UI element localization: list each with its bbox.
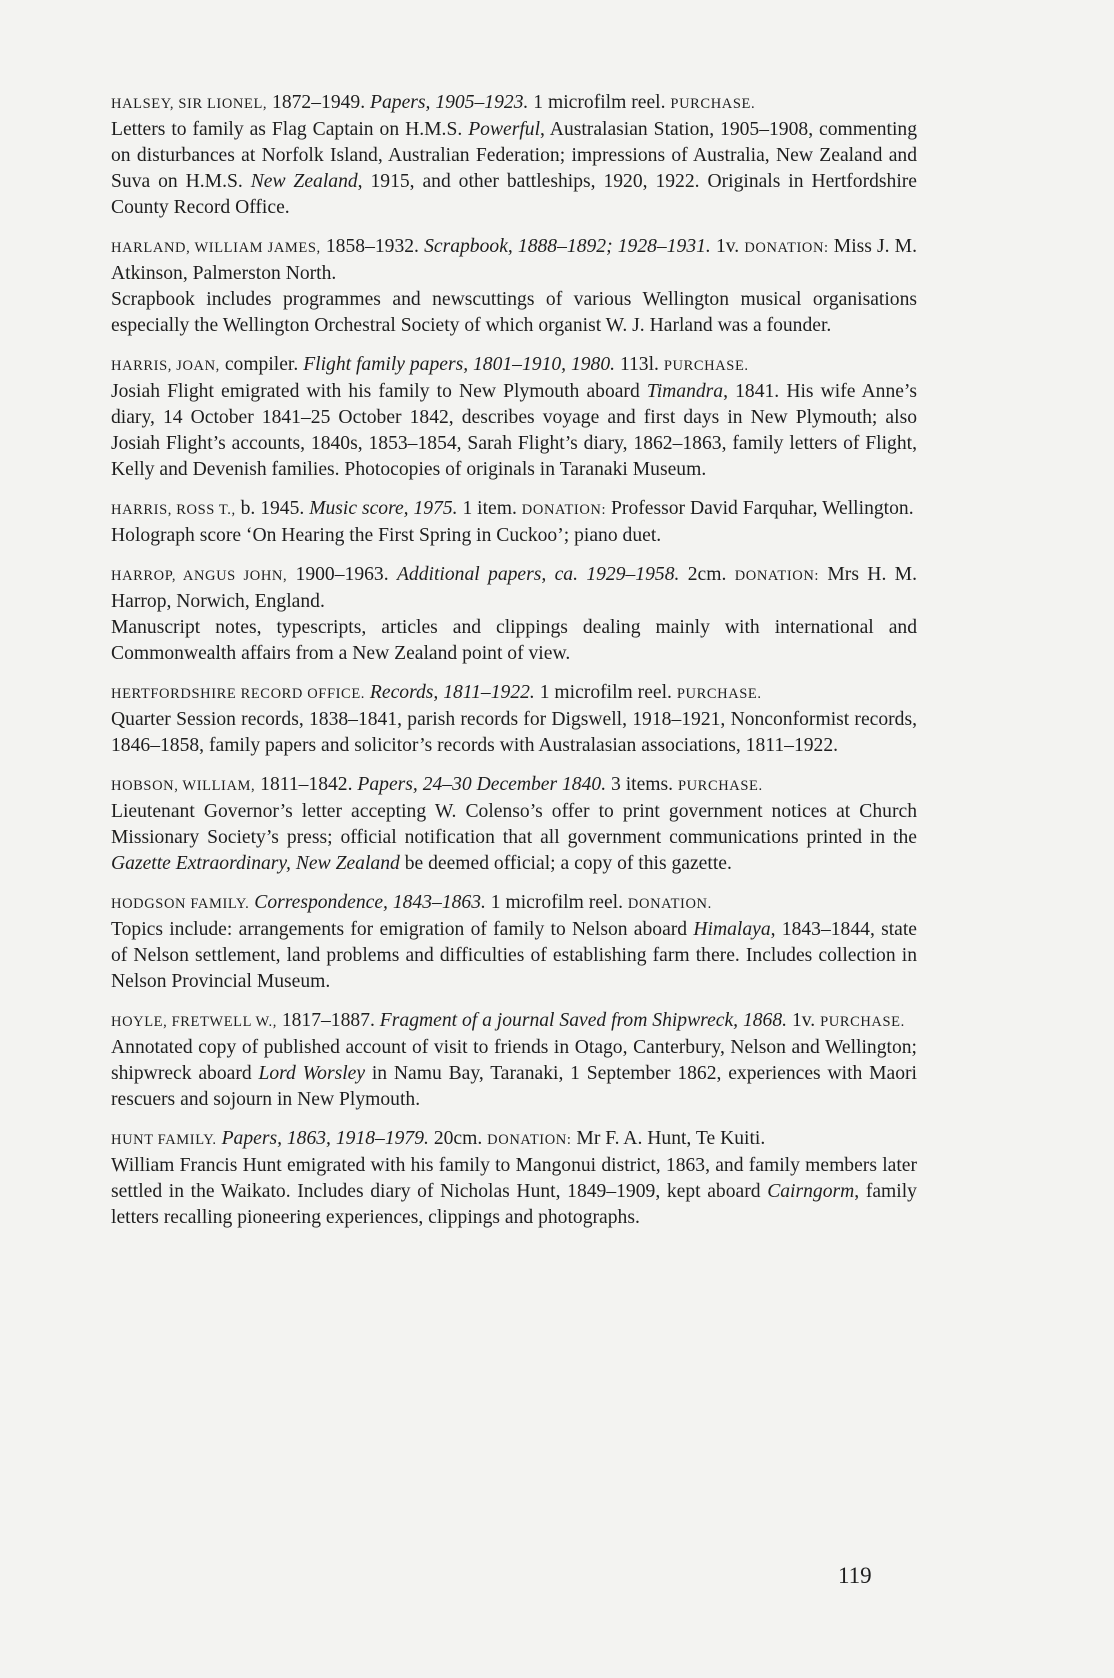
italic-text: Cairngorm xyxy=(767,1181,855,1202)
italic-text: Scrapbook, 1888–1892; 1928–1931. xyxy=(424,236,711,257)
small-caps-text: HERTFORDSHIRE RECORD OFFICE. xyxy=(111,686,366,702)
text-run: Lieutenant Governor’s letter accepting W. Colenso’s offer to print government notices at Church Missionary Society’s press; official notification that all government communications printed in the xyxy=(111,801,917,848)
italic-text: Music score, 1975. xyxy=(309,498,458,519)
entry-description xyxy=(111,379,917,483)
small-caps-text: HARLAND, WILLIAM JAMES, xyxy=(111,240,321,256)
text-run: Manuscript notes, typescripts, articles and clippings dealing mainly with international and Commonwealth affairs from a New Zealand point of view. xyxy=(111,617,917,664)
text-run: compiler. xyxy=(219,354,304,375)
small-caps-text: HARRIS, ROSS T., xyxy=(111,502,236,518)
entry-description xyxy=(111,1153,917,1231)
small-caps-text: HODGSON FAMILY. xyxy=(111,896,250,912)
entry-description xyxy=(111,917,917,995)
text-run: Josiah Flight emigrated with his family to New Plymouth aboard xyxy=(111,381,647,402)
text-run: 1811–1842. xyxy=(255,774,358,795)
italic-text: Fragment of a journal Saved from Shipwreck, 1868. xyxy=(379,1010,788,1031)
text-run: 3 items. xyxy=(606,774,678,795)
text-run: 1v. xyxy=(710,236,745,257)
entry-description xyxy=(111,523,917,549)
italic-text: Correspondence, 1843–1863. xyxy=(254,892,486,913)
entry-heading xyxy=(111,496,917,523)
entry-description xyxy=(111,799,917,877)
text-run: 20cm. xyxy=(428,1128,488,1149)
catalogue-entry xyxy=(111,352,917,483)
text-run: 1 item. xyxy=(457,498,522,519)
entry-heading xyxy=(111,234,917,287)
text-run: 1858–1932. xyxy=(320,236,425,257)
text-run: , Australasian Station, 1905–1908, commenting on disturbances at Norfolk Island, Australian Federation; impressions of Australia, New Zealand and Suva on H.M.S. xyxy=(111,119,917,192)
italic-text: Flight family papers, 1801–1910, 1980. xyxy=(303,354,616,375)
entry-heading xyxy=(111,90,917,117)
text-run: 1872–1949. xyxy=(267,92,371,113)
small-caps-text: HALSEY, SIR LIONEL, xyxy=(111,96,268,112)
catalogue-entry xyxy=(111,1126,917,1231)
small-caps-text: HARRIS, JOAN, xyxy=(111,358,220,374)
entry-heading xyxy=(111,352,917,379)
text-run: be deemed official; a copy of this gazette. xyxy=(399,853,732,874)
italic-text: Himalaya xyxy=(693,919,771,940)
small-caps-text: DONATION: xyxy=(487,1132,572,1148)
italic-text: Papers, 24–30 December 1840. xyxy=(357,774,607,795)
small-caps-text: HUNT FAMILY. xyxy=(111,1132,217,1148)
italic-text: Papers, 1905–1923. xyxy=(370,92,529,113)
text-run: Scrapbook includes programmes and newscuttings of various Wellington musical organisations especially the Wellington Orchestral Society of which organist W. J. Harland was a founder. xyxy=(111,289,917,336)
catalogue-entry xyxy=(111,1008,917,1113)
entry-heading xyxy=(111,1008,917,1035)
small-caps-text: HARROP, ANGUS JOHN, xyxy=(111,568,288,584)
italic-text: Timandra xyxy=(646,381,724,402)
italic-text: Lord Worsley xyxy=(258,1063,366,1084)
text-run: in Namu Bay, Taranaki, 1 September 1862, experiences with Maori rescuers and sojourn in New Plymouth. xyxy=(111,1063,918,1110)
text-run: 1 microfilm reel. xyxy=(485,892,628,913)
catalogue-entry xyxy=(111,562,917,667)
small-caps-text: DONATION: xyxy=(744,240,829,256)
text-run: Quarter Session records, 1838–1841, parish records for Digswell, 1918–1921, Nonconformist records, 1846–1858, family papers and solicitor’s records with Australasian associations, 1811–1922. xyxy=(111,709,917,756)
small-caps-text: DONATION: xyxy=(734,568,820,584)
text-run: Miss J. M. Atkinson, Palmerston North. xyxy=(111,236,918,284)
entry-description xyxy=(111,707,917,759)
italic-text: Records, 1811–1922. xyxy=(369,682,535,703)
small-caps-text: PURCHASE. xyxy=(820,1014,905,1030)
text-run: , family letters recalling pioneering experiences, clippings and photographs. xyxy=(111,1181,917,1228)
small-caps-text: PURCHASE. xyxy=(670,96,756,112)
italic-text: Additional papers, ca. 1929–1958. xyxy=(396,564,680,585)
small-caps-text: HOBSON, WILLIAM, xyxy=(111,778,256,794)
text-run: Holograph score ‘On Hearing the First Spring in Cuckoo’; piano duet. xyxy=(111,525,662,546)
entry-heading xyxy=(111,890,917,917)
small-caps-text: PURCHASE. xyxy=(676,686,762,702)
italic-text: Papers, 1863, 1918–1979. xyxy=(221,1128,429,1149)
text-run: Mr F. A. Hunt, Te Kuiti. xyxy=(571,1128,766,1149)
small-caps-text: PURCHASE. xyxy=(663,358,749,374)
text-run: 2cm. xyxy=(679,564,735,585)
text-run: 113l. xyxy=(615,354,664,375)
entry-heading xyxy=(111,680,917,707)
catalogue-entry xyxy=(111,772,917,877)
small-caps-text: PURCHASE. xyxy=(677,778,763,794)
entry-heading xyxy=(111,1126,917,1153)
entry-heading xyxy=(111,562,917,615)
catalogue-entry xyxy=(111,680,917,759)
text-run: b. 1945. xyxy=(235,498,310,519)
catalogue-entry xyxy=(111,90,917,221)
text-run: , 1841. His wife Anne’s diary, 14 October 1841–25 October 1842, describes voyage and first days in New Plymouth; also Josiah Flight’s accounts, 1840s, 1853–1854, Sarah Flight’s diary, 1862–1863, family letters of Flight, Kelly and Devenish families. Photocopies of originals in Taranaki Museum. xyxy=(111,381,918,480)
small-caps-text: DONATION: xyxy=(521,502,607,518)
catalogue-entry xyxy=(111,234,917,339)
page-number: 119 xyxy=(838,1563,872,1588)
entry-description xyxy=(111,117,917,221)
entry-description xyxy=(111,615,917,667)
text-run: 1 microfilm reel. xyxy=(534,682,677,703)
text-run: Letters to family as Flag Captain on H.M.S. xyxy=(111,119,469,140)
text-run: 1v. xyxy=(787,1010,821,1031)
text-run: 1817–1887. xyxy=(276,1010,380,1031)
text-run: , 1915, and other battleships, 1920, 1922. Originals in Hertfordshire County Record Office. xyxy=(111,171,917,218)
catalogue-entry xyxy=(111,496,917,549)
italic-text: New Zealand xyxy=(250,171,358,192)
text-run: Annotated copy of published account of visit to friends in Otago, Canterbury, Nelson and Wellington; shipwreck aboard xyxy=(111,1037,917,1084)
italic-text: Gazette Extraordinary, New Zealand xyxy=(111,853,400,874)
text-run: , 1843–1844, state of Nelson settlement, land problems and difficulties of establishing farm there. Includes collection in Nelson Provincial Museum. xyxy=(111,919,917,992)
catalogue-entries xyxy=(111,90,917,1244)
text-run: Professor David Farquhar, Wellington. xyxy=(606,498,914,519)
small-caps-text: HOYLE, FRETWELL W., xyxy=(111,1014,277,1030)
small-caps-text: DONATION. xyxy=(627,896,712,912)
text-run: Mrs H. M. Harrop, Norwich, England. xyxy=(111,564,917,612)
text-run: Topics include: arrangements for emigration of family to Nelson aboard xyxy=(111,919,694,940)
text-run: 1 microfilm reel. xyxy=(528,92,671,113)
catalogue-entry xyxy=(111,890,917,995)
text-run: 1900–1963. xyxy=(287,564,397,585)
entry-heading xyxy=(111,772,917,799)
text-run: William Francis Hunt emigrated with his family to Mangonui district, 1863, and family members later settled in the Waikato. Includes diary of Nicholas Hunt, 1849–1909, kept aboard xyxy=(111,1155,917,1202)
italic-text: Powerful xyxy=(468,119,541,140)
entry-description xyxy=(111,1035,917,1113)
entry-description xyxy=(111,287,917,339)
